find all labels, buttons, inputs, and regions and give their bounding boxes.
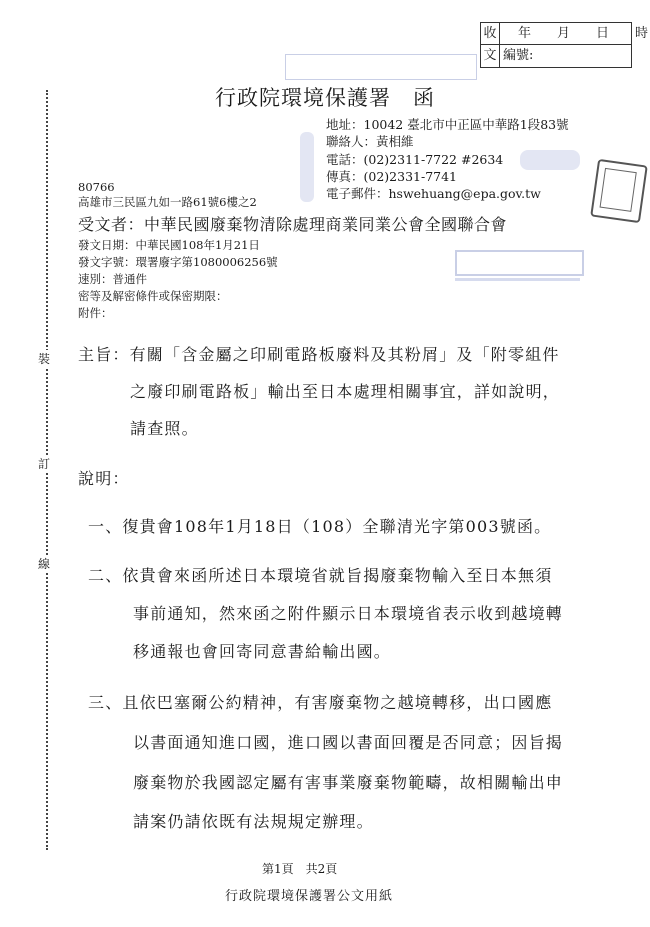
explanation-item-3-line-2: 以書面通知進口國，進口國以書面回覆是否同意；因旨揭 [133, 733, 564, 752]
official-seal-icon [590, 159, 648, 223]
explanation-item-1: 一、復貴會108年1月18日（108）全聯清光字第003號函。 [88, 517, 552, 536]
explanation-item-2-line-3: 移通報也會回寄同意書給輸出國。 [133, 642, 392, 661]
receipt-box [480, 22, 649, 68]
subject-line-3: 請查照。 [130, 419, 199, 438]
contact-fax: 傳真：(02)2331-7741 [326, 169, 458, 184]
binding-char-1: 裝 [34, 350, 54, 367]
receipt-date-fields: 年 月 日 時 [500, 23, 631, 45]
explanation-item-3-line-3: 廢棄物於我國認定屬有害事業廢棄物範疇，故相關輸出申 [133, 773, 564, 792]
meta-secrecy: 密等及解密條件或保密期限： [78, 289, 228, 303]
footer-page-number: 第1頁 共2頁 [262, 862, 338, 876]
binding-char-3: 線 [34, 555, 54, 572]
receipt-shou: 收 [481, 23, 500, 45]
explanation-item-2-line-2: 事前通知，然來函之附件顯示日本環境省表示收到越境轉 [133, 604, 564, 623]
faint-stamp-mid [455, 250, 584, 276]
contact-phone: 電話：(02)2311-7722 #2634 [326, 152, 504, 167]
subject-line-2: 之廢印刷電路板」輸出至日本處理相關事宜，詳如說明， [130, 382, 561, 401]
subject-line-1: 主旨：有關「含金屬之印刷電路板廢料及其粉屑」及「附零組件 [78, 345, 560, 364]
document-title: 行政院環境保護署 函 [215, 86, 435, 110]
footer-paper-label: 行政院環境保護署公文用紙 [225, 889, 394, 904]
faint-stamp-stroke-2 [520, 150, 580, 170]
explanation-item-3-line-1: 三、且依巴塞爾公約精神，有害廢棄物之越境轉移，出口國應 [88, 693, 553, 712]
meta-speed: 速別：普通件 [78, 272, 147, 286]
faint-stamp-top [285, 54, 477, 80]
meta-date: 發文日期：中華民國108年1月21日 [78, 238, 260, 252]
faint-stamp-rule [455, 278, 580, 281]
contact-email: 電子郵件：hswehuang@epa.gov.tw [326, 186, 541, 201]
binding-char-2: 訂 [34, 455, 54, 472]
meta-attachment: 附件： [78, 306, 113, 320]
meta-doc-no: 發文字號：環署廢字第1080006256號 [78, 255, 278, 269]
recipient-address: 高雄市三民區九如一路61號6樓之2 [78, 195, 257, 209]
receipt-number-label: 編號: [503, 48, 534, 63]
explanation-item-3-line-4: 請案仍請依既有法規規定辦理。 [133, 812, 374, 831]
recipient: 受文者：中華民國廢棄物清除處理商業同業公會全國聯合會 [78, 215, 508, 234]
recipient-postal: 80766 [78, 180, 115, 194]
faint-stamp-stroke-1 [300, 132, 314, 202]
contact-person: 聯絡人：黃相維 [326, 134, 414, 149]
receipt-wen: 文 [481, 45, 500, 67]
contact-address: 地址：10042 臺北市中正區中華路1段83號 [326, 117, 569, 132]
explanation-item-2-line-1: 二、依貴會來函所述日本環境省就旨揭廢棄物輸入至日本無須 [88, 566, 553, 585]
explanation-heading: 說明： [78, 469, 130, 488]
